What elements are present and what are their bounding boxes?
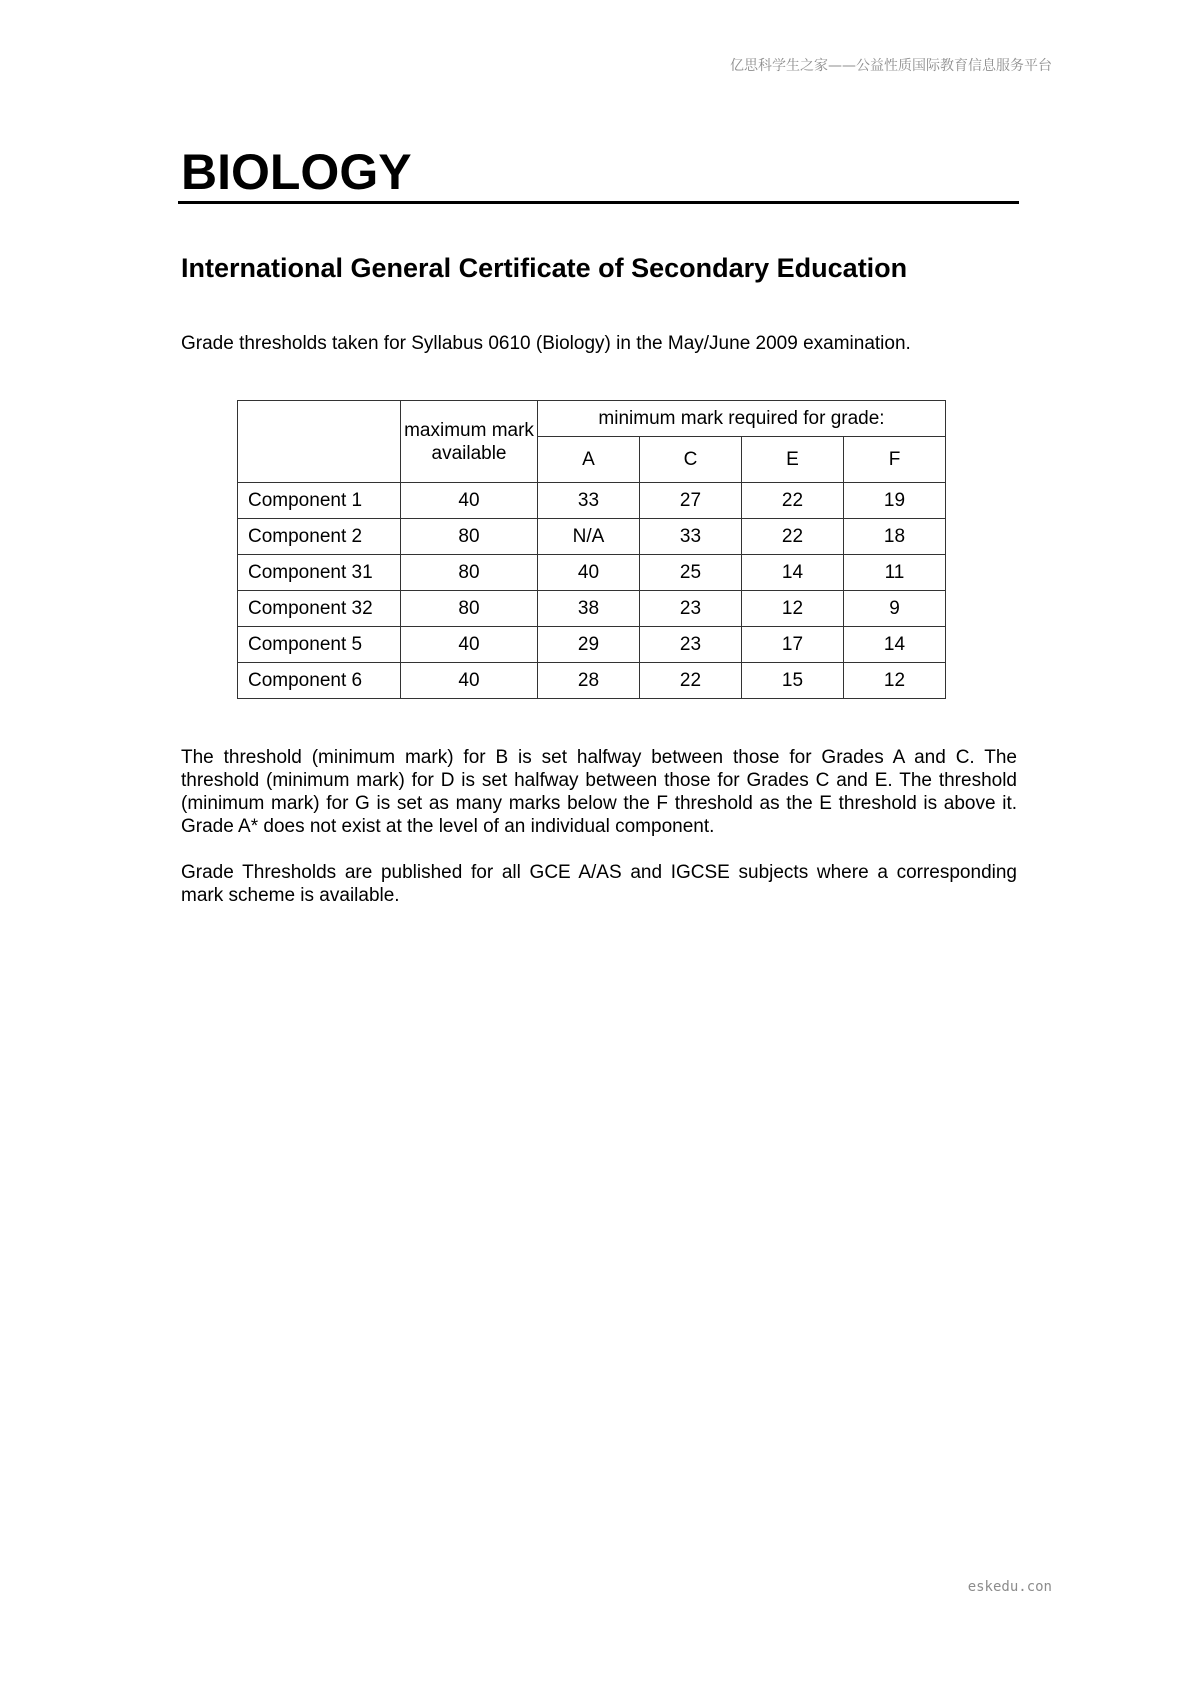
- component-name-cell: Component 6: [238, 663, 401, 699]
- grade-mark-cell: 15: [742, 663, 844, 699]
- grade-mark-cell: 40: [538, 555, 640, 591]
- table-row: [238, 519, 946, 555]
- page-subtitle: International General Certificate of Secondary Education: [181, 253, 908, 283]
- title-underline-rule: [178, 201, 1019, 204]
- max-mark-cell: 80: [401, 555, 538, 591]
- table-header-row: [238, 401, 946, 437]
- grade-header-e: E: [742, 437, 844, 483]
- component-name-cell: Component 2: [238, 519, 401, 555]
- component-name-cell: Component 5: [238, 627, 401, 663]
- grade-mark-cell: 33: [538, 483, 640, 519]
- grade-mark-cell: 17: [742, 627, 844, 663]
- site-footer-note: eskedu.con: [967, 1579, 1052, 1595]
- notes-paragraph: The threshold (minimum mark) for B is set halfway between those for Grades A and C. The threshold (minimum mark) for D is set halfway between those for Grades C and E. The threshold (minimum mark) for G is set as many marks below the F threshold as the E threshold is above it. Grade A* does not exist at the level of an individual component.: [181, 747, 1017, 837]
- component-name-cell: Component 32: [238, 591, 401, 627]
- table-row: [238, 555, 946, 591]
- grade-mark-cell: 23: [640, 627, 742, 663]
- max-mark-cell: 80: [401, 591, 538, 627]
- grade-header-c: C: [640, 437, 742, 483]
- max-mark-cell: 40: [401, 627, 538, 663]
- grade-mark-cell: 25: [640, 555, 742, 591]
- notes-paragraph: Grade Thresholds are published for all GCE A/AS and IGCSE subjects where a corresponding mark scheme is available.: [181, 862, 1017, 906]
- component-name-cell: Component 1: [238, 483, 401, 519]
- table-row: [238, 483, 946, 519]
- grade-mark-cell: 22: [640, 663, 742, 699]
- grade-mark-cell: 14: [844, 627, 946, 663]
- grade-mark-cell: 11: [844, 555, 946, 591]
- grade-header-f: F: [844, 437, 946, 483]
- grade-mark-cell: 12: [742, 591, 844, 627]
- grade-mark-cell: 22: [742, 483, 844, 519]
- grade-mark-cell: 23: [640, 591, 742, 627]
- grade-thresholds-table: [237, 400, 946, 699]
- grade-group-header: minimum mark required for grade:: [538, 401, 946, 437]
- table-row: [238, 663, 946, 699]
- site-header-note: 亿思科学生之家——公益性质国际教育信息服务平台: [730, 58, 1052, 74]
- page-title: BIOLOGY: [181, 144, 412, 200]
- grade-thresholds-table-body: [238, 401, 946, 699]
- max-mark-header: maximum mark available: [401, 401, 538, 483]
- grade-mark-cell: 27: [640, 483, 742, 519]
- grade-mark-cell: 33: [640, 519, 742, 555]
- threshold-notes: [181, 746, 1017, 907]
- max-mark-cell: 40: [401, 483, 538, 519]
- grade-mark-cell: 28: [538, 663, 640, 699]
- grade-mark-cell: 12: [844, 663, 946, 699]
- grade-mark-cell: 18: [844, 519, 946, 555]
- empty-header-cell: [238, 401, 401, 483]
- grade-mark-cell: 9: [844, 591, 946, 627]
- grade-mark-cell: 29: [538, 627, 640, 663]
- grade-mark-cell: 22: [742, 519, 844, 555]
- grade-mark-cell: 38: [538, 591, 640, 627]
- component-name-cell: Component 31: [238, 555, 401, 591]
- table-row: [238, 627, 946, 663]
- table-row: [238, 591, 946, 627]
- max-mark-cell: 80: [401, 519, 538, 555]
- max-mark-cell: 40: [401, 663, 538, 699]
- grade-header-a: A: [538, 437, 640, 483]
- grade-mark-cell: 14: [742, 555, 844, 591]
- grade-mark-cell: 19: [844, 483, 946, 519]
- grade-mark-cell: N/A: [538, 519, 640, 555]
- intro-text: Grade thresholds taken for Syllabus 0610 (Biology) in the May/June 2009 examination.: [181, 333, 911, 354]
